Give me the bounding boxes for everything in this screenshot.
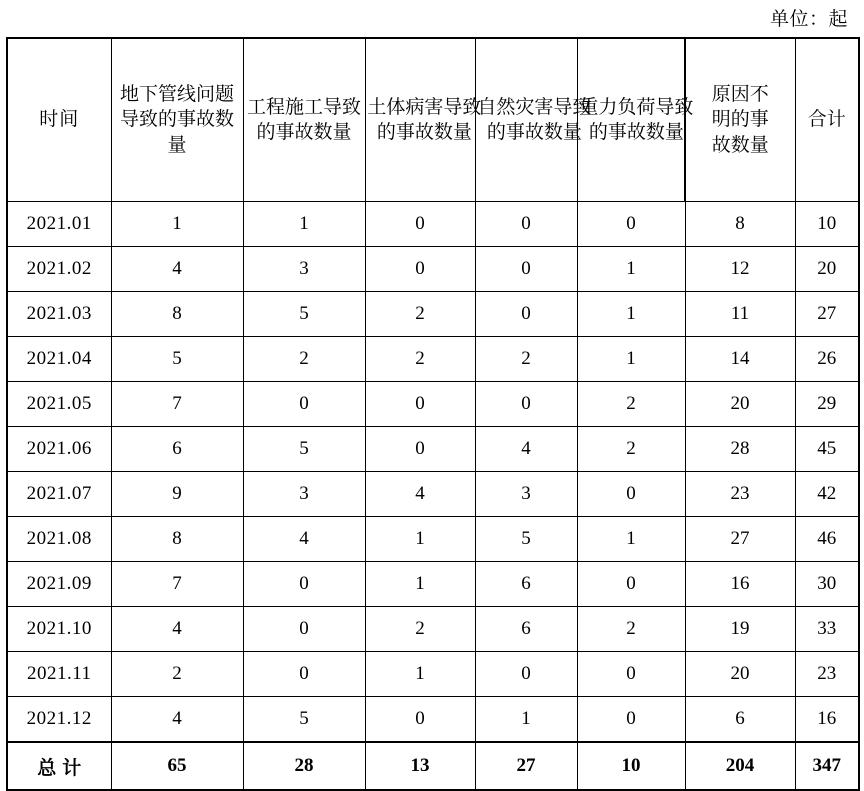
cell-construction: 0 — [243, 607, 365, 652]
cell-soil-defect: 0 — [365, 202, 475, 247]
row-label: 2021.03 — [7, 292, 111, 337]
cell-soil-defect: 2 — [365, 607, 475, 652]
cell-construction: 3 — [243, 472, 365, 517]
cell-soil-defect: 0 — [365, 247, 475, 292]
table-row — [7, 472, 859, 517]
cell-unknown-cause: 19 — [685, 607, 795, 652]
cell-underground-pipeline: 7 — [111, 562, 243, 607]
table-row — [7, 382, 859, 427]
cell-construction: 5 — [243, 292, 365, 337]
row-label: 2021.01 — [7, 202, 111, 247]
cell-total: 20 — [795, 247, 859, 292]
accident-statistics-table — [6, 37, 860, 791]
cell-total: 30 — [795, 562, 859, 607]
column-header-gravity-load-label: 重力负荷导致的事故数量 — [579, 96, 694, 143]
cell-natural-disaster: 3 — [475, 472, 577, 517]
cell-gravity-load: 0 — [577, 202, 685, 247]
column-header-total-label: 合计 — [807, 109, 846, 131]
cell-underground-pipeline: 4 — [111, 607, 243, 652]
cell-total: 45 — [795, 427, 859, 472]
table-row — [7, 427, 859, 472]
cell-gravity-load: 2 — [577, 427, 685, 472]
table-total-row — [7, 742, 859, 790]
row-label: 2021.02 — [7, 247, 111, 292]
column-header-construction-label: 工程施工导致的事故数量 — [246, 96, 361, 143]
total-underground-pipeline: 65 — [111, 742, 243, 790]
cell-soil-defect: 0 — [365, 427, 475, 472]
cell-total: 29 — [795, 382, 859, 427]
cell-soil-defect: 2 — [365, 292, 475, 337]
cell-gravity-load: 0 — [577, 652, 685, 697]
cell-soil-defect: 0 — [365, 382, 475, 427]
column-header-total — [795, 38, 859, 202]
cell-unknown-cause: 27 — [685, 517, 795, 562]
cell-natural-disaster: 0 — [475, 292, 577, 337]
cell-soil-defect: 4 — [365, 472, 475, 517]
row-label: 2021.11 — [7, 652, 111, 697]
cell-soil-defect: 0 — [365, 697, 475, 743]
cell-unknown-cause: 6 — [685, 697, 795, 743]
cell-construction: 2 — [243, 337, 365, 382]
cell-underground-pipeline: 5 — [111, 337, 243, 382]
cell-unknown-cause: 28 — [685, 427, 795, 472]
cell-gravity-load: 0 — [577, 472, 685, 517]
total-gravity-load: 10 — [577, 742, 685, 790]
cell-natural-disaster: 4 — [475, 427, 577, 472]
row-label: 2021.10 — [7, 607, 111, 652]
row-label: 2021.05 — [7, 382, 111, 427]
cell-underground-pipeline: 4 — [111, 697, 243, 743]
row-label: 2021.04 — [7, 337, 111, 382]
cell-underground-pipeline: 8 — [111, 517, 243, 562]
unit-note: 单位：起 — [769, 9, 848, 30]
cell-unknown-cause: 11 — [685, 292, 795, 337]
cell-construction: 5 — [243, 697, 365, 743]
cell-gravity-load: 2 — [577, 382, 685, 427]
cell-natural-disaster: 1 — [475, 697, 577, 743]
cell-soil-defect: 1 — [365, 517, 475, 562]
column-header-unknown-cause-label: 原因不明的事故数量 — [711, 84, 769, 156]
column-header-unknown-cause — [685, 38, 795, 202]
column-header-soil-defect — [365, 38, 482, 202]
cell-construction: 1 — [243, 202, 365, 247]
table-row — [7, 607, 859, 652]
cell-underground-pipeline: 8 — [111, 292, 243, 337]
cell-gravity-load: 1 — [577, 337, 685, 382]
cell-underground-pipeline: 1 — [111, 202, 243, 247]
cell-soil-defect: 1 — [365, 652, 475, 697]
cell-total: 16 — [795, 697, 859, 743]
cell-soil-defect: 2 — [365, 337, 475, 382]
row-label: 2021.12 — [7, 697, 111, 743]
row-label: 2021.09 — [7, 562, 111, 607]
table-row — [7, 562, 859, 607]
cell-total: 23 — [795, 652, 859, 697]
cell-gravity-load: 1 — [577, 292, 685, 337]
total-construction: 28 — [243, 742, 365, 790]
cell-construction: 0 — [243, 652, 365, 697]
cell-natural-disaster: 0 — [475, 652, 577, 697]
cell-natural-disaster: 6 — [475, 607, 577, 652]
cell-unknown-cause: 23 — [685, 472, 795, 517]
cell-construction: 0 — [243, 382, 365, 427]
table-row — [7, 517, 859, 562]
column-header-soil-defect-label: 土体病害导致的事故数量 — [367, 96, 482, 143]
row-label: 2021.08 — [7, 517, 111, 562]
cell-total: 46 — [795, 517, 859, 562]
cell-total: 10 — [795, 202, 859, 247]
table-header — [7, 38, 859, 202]
total-unknown-cause: 204 — [685, 742, 795, 790]
cell-unknown-cause: 20 — [685, 652, 795, 697]
cell-natural-disaster: 5 — [475, 517, 577, 562]
table-row — [7, 202, 859, 247]
cell-total: 33 — [795, 607, 859, 652]
cell-total: 26 — [795, 337, 859, 382]
cell-underground-pipeline: 4 — [111, 247, 243, 292]
cell-gravity-load: 1 — [577, 247, 685, 292]
cell-unknown-cause: 14 — [685, 337, 795, 382]
table-header-row — [7, 38, 859, 202]
column-header-underground-pipeline-label: 地下管线问题导致的事故数量 — [119, 84, 234, 156]
cell-construction: 5 — [243, 427, 365, 472]
cell-unknown-cause: 8 — [685, 202, 795, 247]
cell-underground-pipeline: 2 — [111, 652, 243, 697]
column-header-time — [7, 38, 111, 202]
row-label: 2021.07 — [7, 472, 111, 517]
cell-underground-pipeline: 9 — [111, 472, 243, 517]
table-row — [7, 337, 859, 382]
cell-soil-defect: 1 — [365, 562, 475, 607]
cell-unknown-cause: 20 — [685, 382, 795, 427]
column-header-underground-pipeline — [111, 38, 243, 202]
row-label: 2021.06 — [7, 427, 111, 472]
cell-gravity-load: 0 — [577, 697, 685, 743]
cell-natural-disaster: 0 — [475, 382, 577, 427]
cell-underground-pipeline: 7 — [111, 382, 243, 427]
table-row — [7, 247, 859, 292]
cell-gravity-load: 1 — [577, 517, 685, 562]
table-row — [7, 292, 859, 337]
cell-gravity-load: 0 — [577, 562, 685, 607]
cell-natural-disaster: 6 — [475, 562, 577, 607]
cell-natural-disaster: 2 — [475, 337, 577, 382]
total-soil-defect: 13 — [365, 742, 475, 790]
cell-total: 42 — [795, 472, 859, 517]
column-header-gravity-load — [577, 38, 694, 202]
cell-natural-disaster: 0 — [475, 247, 577, 292]
cell-gravity-load: 2 — [577, 607, 685, 652]
column-header-natural-disaster-label: 自然灾害导致的事故数量 — [477, 96, 592, 143]
cell-construction: 0 — [243, 562, 365, 607]
total-row-label: 总计 — [7, 742, 111, 790]
cell-natural-disaster: 0 — [475, 202, 577, 247]
cell-unknown-cause: 12 — [685, 247, 795, 292]
total-grand: 347 — [795, 742, 859, 790]
cell-total: 27 — [795, 292, 859, 337]
cell-construction: 3 — [243, 247, 365, 292]
table-body — [7, 202, 859, 791]
column-header-natural-disaster — [475, 38, 592, 202]
column-header-construction — [243, 38, 365, 202]
cell-construction: 4 — [243, 517, 365, 562]
total-natural-disaster: 27 — [475, 742, 577, 790]
cell-underground-pipeline: 6 — [111, 427, 243, 472]
cell-unknown-cause: 16 — [685, 562, 795, 607]
column-header-time-label: 时间 — [39, 109, 80, 131]
table-row — [7, 697, 859, 743]
table-row — [7, 652, 859, 697]
